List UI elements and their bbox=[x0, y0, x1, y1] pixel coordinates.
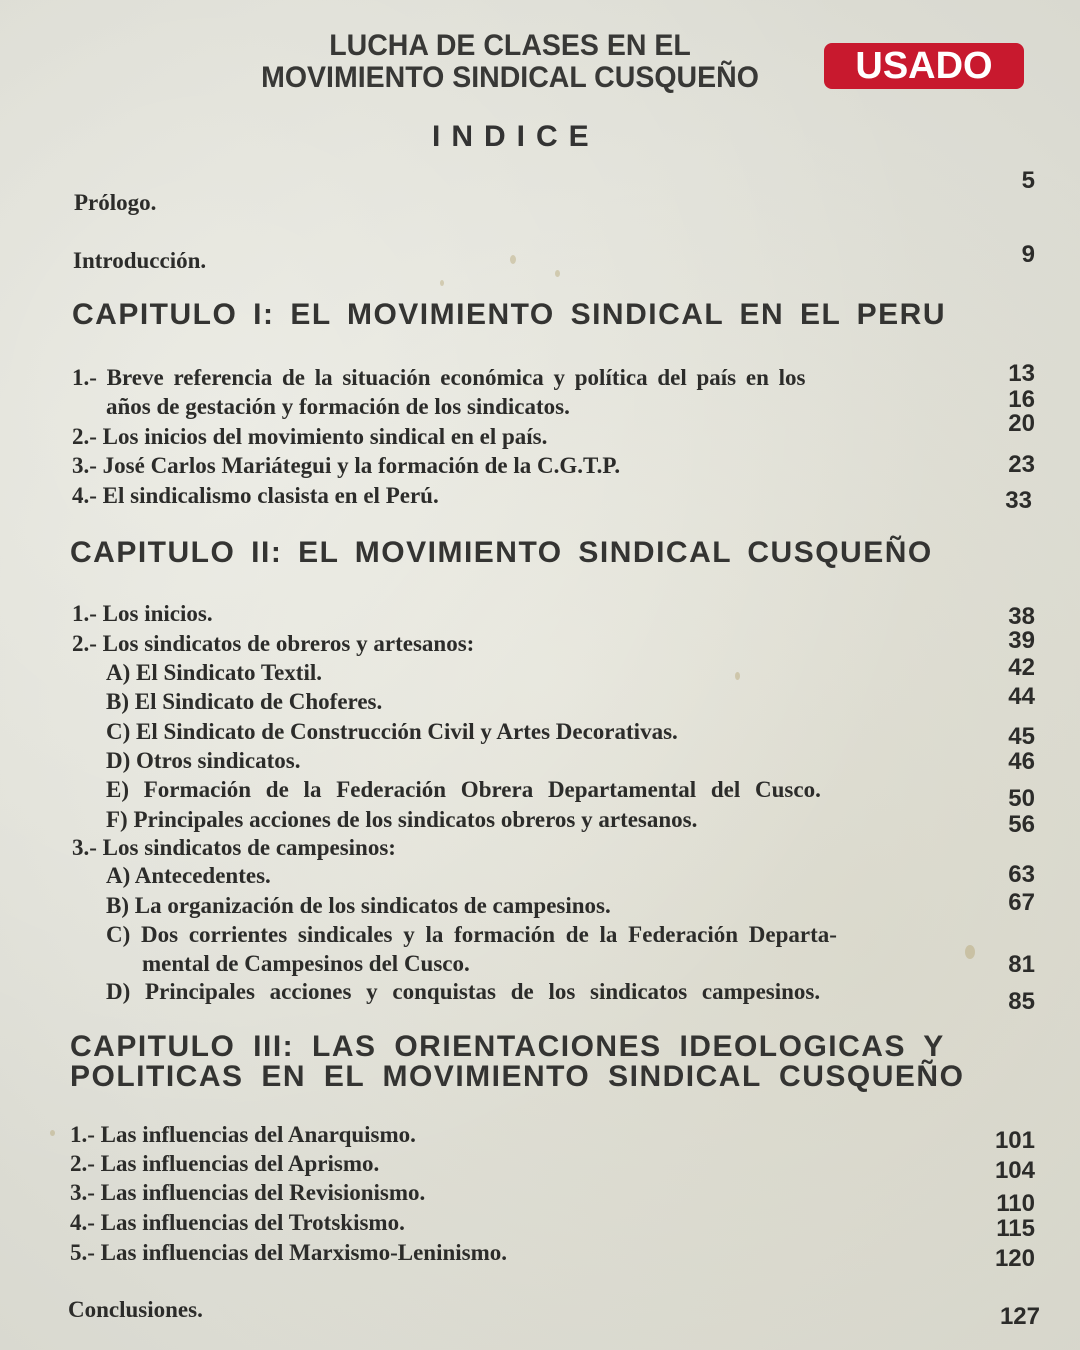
toc-entry: 4.- Las influencias del Trotskismo. bbox=[70, 1210, 405, 1235]
toc-entry: 1.- Los inicios. bbox=[72, 601, 213, 626]
used-badge: USADO bbox=[824, 43, 1024, 89]
chapter-3-title-line-1: CAPITULO III: LAS ORIENTACIONES IDEOLOGICAS Y bbox=[70, 1030, 945, 1063]
toc-entry: C) El Sindicato de Construcción Civil y Artes Decorativas. bbox=[106, 719, 678, 744]
page-number: 45 bbox=[1008, 723, 1035, 750]
stain bbox=[440, 280, 444, 286]
page-number: 9 bbox=[1021, 241, 1035, 268]
toc-entry-introduccion: Introducción. bbox=[73, 248, 207, 273]
page-number: 63 bbox=[1008, 861, 1035, 888]
page-number: 13 bbox=[1008, 360, 1035, 387]
page-number: 42 bbox=[1008, 654, 1035, 681]
page-number: 46 bbox=[1008, 748, 1035, 775]
toc-entry: 2.- Las influencias del Aprismo. bbox=[70, 1151, 380, 1176]
toc-entry: B) El Sindicato de Choferes. bbox=[106, 689, 383, 714]
page-number: 20 bbox=[1008, 410, 1035, 437]
book-title bbox=[244, 30, 776, 94]
page-number: 67 bbox=[1008, 889, 1035, 916]
toc-entry: 2.- Los sindicatos de obreros y artesanos: bbox=[72, 631, 475, 656]
toc-entry: 3.- Los sindicatos de campesinos: bbox=[72, 835, 396, 860]
page-number: 120 bbox=[994, 1245, 1035, 1272]
toc-entry: 5.- Las influencias del Marxismo-Leninismo. bbox=[70, 1240, 508, 1265]
page-number: 39 bbox=[1008, 627, 1035, 654]
page-number: 110 bbox=[996, 1190, 1035, 1217]
toc-entry: A) El Sindicato Textil. bbox=[106, 660, 322, 685]
page-number: 50 bbox=[1008, 785, 1035, 812]
toc-entry: mental de Campesinos del Cusco. bbox=[142, 951, 470, 976]
toc-entry: 4.- El sindicalismo clasista en el Perú. bbox=[72, 483, 439, 508]
page-number: 16 bbox=[1008, 386, 1035, 413]
page-number: 56 bbox=[1008, 811, 1035, 838]
toc-entry: D) Otros sindicatos. bbox=[106, 748, 301, 773]
toc-entry: E) Formación de la Federación Obrera Departamental del Cusco. bbox=[106, 777, 821, 802]
toc-entry-prologo: Prólogo. bbox=[74, 190, 157, 215]
book-title-line-2: MOVIMIENTO SINDICAL CUSQUEÑO bbox=[261, 61, 759, 94]
page-number: 81 bbox=[1008, 951, 1035, 978]
stain bbox=[510, 255, 516, 264]
page-number: 33 bbox=[1005, 487, 1032, 514]
page-number: 44 bbox=[1008, 683, 1035, 710]
index-heading: INDICE bbox=[432, 120, 600, 153]
toc-entry: años de gestación y formación de los sindicatos. bbox=[106, 394, 570, 419]
page-number: 38 bbox=[1008, 603, 1035, 630]
toc-entry: 2.- Los inicios del movimiento sindical en el país. bbox=[72, 424, 548, 449]
chapter-3-title bbox=[70, 1032, 964, 1092]
stain bbox=[50, 1130, 55, 1136]
toc-entry: A) Antecedentes. bbox=[106, 863, 271, 888]
chapter-3-title-line-2: POLITICAS EN EL MOVIMIENTO SINDICAL CUSQUEÑO bbox=[70, 1060, 965, 1093]
toc-entry: D) Principales acciones y conquistas de los sindicatos campesinos. bbox=[106, 979, 821, 1004]
toc-entry: 1.- Las influencias del Anarquismo. bbox=[70, 1122, 416, 1147]
page-number: 85 bbox=[1008, 988, 1035, 1015]
page-number: 5 bbox=[1021, 167, 1035, 194]
toc-entry: 3.- Las influencias del Revisionismo. bbox=[70, 1180, 426, 1205]
page-number: 101 bbox=[994, 1127, 1035, 1154]
toc-entry-conclusiones: Conclusiones. bbox=[68, 1297, 203, 1322]
page-number: 115 bbox=[996, 1215, 1035, 1242]
chapter-1-title: CAPITULO I: EL MOVIMIENTO SINDICAL EN EL PERU bbox=[72, 298, 947, 331]
chapter-2-title: CAPITULO II: EL MOVIMIENTO SINDICAL CUSQUEÑO bbox=[70, 536, 933, 569]
toc-entry: 1.- Breve referencia de la situación económica y política del país en los bbox=[72, 365, 806, 390]
page-number: 23 bbox=[1008, 451, 1035, 478]
toc-entry: F) Principales acciones de los sindicatos obreros y artesanos. bbox=[106, 807, 698, 832]
toc-entry: C) Dos corrientes sindicales y la formación de la Federación Departa- bbox=[106, 922, 837, 947]
stain bbox=[965, 945, 975, 959]
stain bbox=[555, 270, 560, 277]
page-number: 104 bbox=[994, 1157, 1035, 1184]
stain bbox=[735, 672, 740, 680]
toc-entry: 3.- José Carlos Mariátegui y la formación de la C.G.T.P. bbox=[72, 453, 621, 478]
book-title-line-1: LUCHA DE CLASES EN EL bbox=[329, 29, 691, 62]
toc-entry: B) La organización de los sindicatos de campesinos. bbox=[106, 893, 611, 918]
page-number: 127 bbox=[999, 1303, 1040, 1330]
